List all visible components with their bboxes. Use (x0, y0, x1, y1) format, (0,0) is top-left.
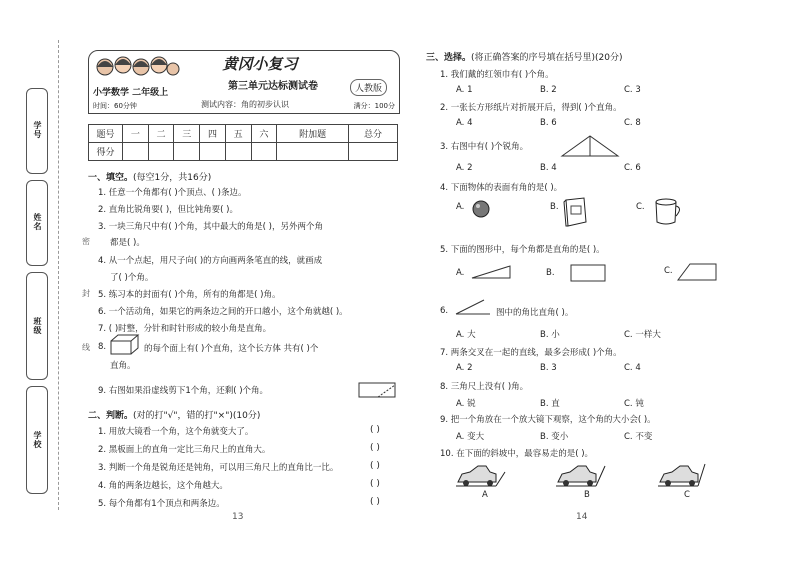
binding-label: 学号 (30, 121, 45, 139)
choice-option[interactable]: B. 3 (540, 363, 557, 373)
table-header: 五 (225, 125, 251, 143)
choice-question-6-number: 6. (440, 306, 449, 316)
fill-question-1: 1. 任意一个角都有( )个顶点、( )条边。 (98, 188, 247, 198)
score-cell[interactable] (123, 143, 149, 161)
choice-option[interactable]: A. (456, 202, 465, 212)
score-cell[interactable] (251, 143, 277, 161)
binding-label: 学校 (30, 431, 45, 449)
choice-question-3: 3. 右图中有( )个锐角。 (440, 142, 529, 152)
angle-icon (454, 298, 492, 316)
choice-option[interactable]: A. 1 (456, 85, 473, 95)
fill-question-7: 7. ( )时整，分针和时针形成的较小角是直角。 (98, 324, 272, 334)
choice-option[interactable]: C. (664, 266, 673, 276)
choice-option[interactable]: B. 2 (540, 85, 557, 95)
score-cell[interactable] (225, 143, 251, 161)
choice-question-4: 4. 下面物体的表面有角的是( )。 (440, 183, 563, 193)
seal-mark: 封 (82, 289, 90, 298)
choice-option[interactable]: C. 3 (624, 85, 641, 95)
table-row (89, 143, 398, 161)
score-cell[interactable] (200, 143, 226, 161)
book-icon (562, 196, 590, 228)
choice-option[interactable]: B. (550, 202, 559, 212)
fill-question-3-cont: 都是( )。 (110, 238, 145, 248)
section-title: 一、填空。 (88, 173, 134, 183)
page-number-left: 13 (232, 512, 244, 522)
choice-option[interactable]: C. 4 (624, 363, 641, 373)
choice-option[interactable]: A. 锐 (456, 399, 476, 409)
judge-question-1: 1. 用放大镜看一个角，这个角就变大了。 (98, 427, 254, 437)
score-cell[interactable] (148, 143, 174, 161)
fill-question-5: 5. 练习本的封面有( )个角，所有的角都是( )角。 (98, 290, 281, 300)
table-header: 四 (200, 125, 226, 143)
table-header: 附加题 (277, 125, 349, 143)
fill-question-6: 6. 一个活动角，如果它的两条边之间的开口越小，这个角就越( )。 (98, 307, 348, 317)
choice-option[interactable]: C. 钝 (624, 399, 644, 409)
fill-question-4-cont: 了( )个角。 (110, 273, 154, 283)
fill-question-4: 4. 从一个点起，用尺子向( )的方向画两条笔直的线，就画成 (98, 256, 323, 266)
choice-option[interactable]: A (482, 490, 488, 500)
section-note: (将正确答案的序号填在括号里)(20分) (471, 53, 623, 63)
choice-option[interactable]: A. 2 (456, 363, 473, 373)
binding-tab-class (26, 272, 48, 380)
brand-logo: 黄冈小复习 (222, 55, 298, 73)
section-title: 三、选择。 (426, 53, 472, 63)
score-cell[interactable] (277, 143, 349, 161)
fill-question-9: 9. 右图如果沿虚线剪下1个角，还剩( )个角。 (98, 386, 269, 396)
answer-parenthesis[interactable]: ( ) (370, 443, 380, 453)
choice-option[interactable]: B. (546, 268, 555, 278)
section-note: (对的打"√"，错的打"×")(10分) (133, 411, 261, 421)
choice-question-2: 2. 一张长方形纸片对折展开后，得到( )个直角。 (440, 103, 622, 113)
choice-option[interactable]: A. 变大 (456, 432, 485, 442)
left-page-header (88, 50, 400, 114)
table-header: 六 (251, 125, 277, 143)
choice-question-6: 图中的角比直角( )。 (496, 308, 574, 318)
section-1-title (88, 170, 211, 183)
choice-option[interactable]: C. (636, 202, 645, 212)
rectangle-cut-icon (358, 382, 396, 398)
choice-option[interactable]: A. 4 (456, 118, 473, 128)
page-number-right: 14 (576, 512, 588, 522)
triangle-icon (560, 134, 620, 158)
choice-option[interactable]: A. (456, 268, 465, 278)
test-content: 测试内容：角的初步认识 (201, 100, 289, 109)
choice-option[interactable]: B. 4 (540, 163, 557, 173)
choice-option[interactable]: A. 大 (456, 330, 476, 340)
choice-question-7: 7. 两条交叉在一起的直线，最多会形成( )个角。 (440, 348, 622, 358)
binding-tab-school (26, 386, 48, 494)
exam-time: 时间：60分钟 (93, 102, 137, 110)
answer-parenthesis[interactable]: ( ) (370, 461, 380, 471)
table-header: 二 (148, 125, 174, 143)
table-header: 总分 (349, 125, 398, 143)
binding-tab-student-id (26, 88, 48, 174)
car-slope-c-icon (658, 462, 708, 488)
score-table (88, 124, 398, 161)
choice-question-9: 9. 把一个角放在一个放大镜下观察，这个角的大小会( )。 (440, 415, 656, 425)
binding-strip (22, 40, 72, 510)
fill-question-8-cont: 直角。 (110, 361, 136, 371)
choice-question-1: 1. 我们戴的红领巾有( )个角。 (440, 70, 554, 80)
rectangle-icon (570, 264, 606, 282)
choice-option[interactable]: C. 8 (624, 118, 641, 128)
choice-option[interactable]: C (684, 490, 690, 500)
fill-question-2: 2. 直角比锐角要( )，但比钝角要( )。 (98, 205, 238, 215)
trapezoid-icon (676, 262, 718, 282)
version-badge: 人教版 (350, 79, 387, 96)
exam-header (88, 50, 400, 114)
section-note: (每空1分，共16分) (133, 173, 212, 183)
binding-label: 姓名 (30, 213, 45, 231)
subject-grade: 小学数学 二年级上 (93, 88, 169, 98)
judge-question-3: 3. 判断一个角是锐角还是钝角，可以用三角尺上的直角比一比。 (98, 463, 339, 473)
cuboid-icon (110, 334, 140, 356)
choice-option[interactable]: B (584, 490, 590, 500)
judge-question-2: 2. 黑板面上的直角一定比三角尺上的直角大。 (98, 445, 271, 455)
choice-option[interactable]: B. 小 (540, 330, 560, 340)
table-header: 三 (174, 125, 200, 143)
seal-dashed-line (58, 40, 59, 510)
choice-option[interactable]: B. 变小 (540, 432, 569, 442)
choice-option[interactable]: B. 6 (540, 118, 557, 128)
judge-question-4: 4. 角的两条边越长，这个角越大。 (98, 481, 228, 491)
cup-icon (654, 198, 684, 226)
binding-label: 班级 (30, 317, 45, 335)
right-triangle-icon (470, 264, 512, 280)
score-cell[interactable] (349, 143, 398, 161)
ball-icon (472, 200, 490, 218)
choice-option[interactable]: C. 一样大 (624, 330, 661, 340)
car-slope-a-icon (456, 462, 506, 488)
fill-question-8: 的每个面上有( )个直角，这个长方体 共有( )个 (144, 344, 319, 354)
choice-question-5: 5. 下面的图形中，每个角都是直角的是( )。 (440, 245, 605, 255)
choice-option[interactable]: B. 直 (540, 399, 560, 409)
section-title: 二、判断。 (88, 411, 134, 421)
choice-option[interactable]: A. 2 (456, 163, 473, 173)
table-header: 题号 (89, 125, 123, 143)
section-2-title (88, 408, 260, 421)
score-cell[interactable] (174, 143, 200, 161)
answer-parenthesis[interactable]: ( ) (370, 425, 380, 435)
section-3-title (426, 50, 623, 63)
choice-option[interactable]: C. 6 (624, 163, 641, 173)
exam-title: 第三单元达标测试卷 (228, 81, 318, 92)
full-score: 满分：100分 (353, 102, 395, 110)
answer-parenthesis[interactable]: ( ) (370, 497, 380, 507)
choice-question-8: 8. 三角尺上没有( )角。 (440, 382, 529, 392)
score-row-label: 得分 (89, 143, 123, 161)
fill-question-3: 3. 一块三角尺中有( )个角，其中最大的角是( )，另外两个角 (98, 222, 323, 232)
table-header: 一 (123, 125, 149, 143)
car-slope-b-icon (556, 462, 606, 488)
answer-parenthesis[interactable]: ( ) (370, 479, 380, 489)
seal-mark: 线 (82, 343, 90, 352)
children-illustration (95, 55, 179, 83)
judge-question-5: 5. 每个角都有1个顶点和两条边。 (98, 499, 225, 509)
choice-question-10: 10. 在下面的斜坡中，最容易走的是( )。 (440, 449, 594, 459)
binding-tab-name (26, 180, 48, 266)
choice-option[interactable]: C. 不变 (624, 432, 653, 442)
seal-mark: 密 (82, 237, 90, 246)
table-row (89, 125, 398, 143)
fill-question-8-number: 8. (98, 342, 107, 352)
